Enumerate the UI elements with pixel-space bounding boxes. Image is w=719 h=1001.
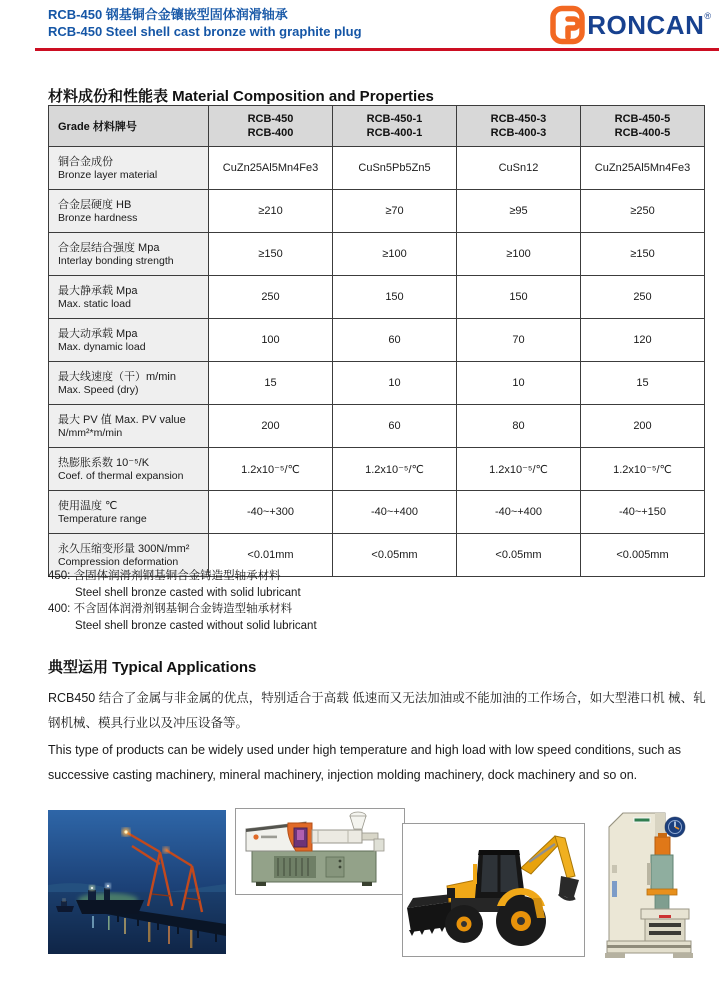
footnote-400-zh: 400: 不含固体润滑剂钢基铜合金铸造型轴承材料: [48, 603, 293, 615]
row-label-en: Max. static load: [58, 297, 131, 310]
cell-value: 120: [581, 319, 705, 362]
row-label-zh: 合金层硬度 HB: [58, 198, 132, 211]
grade-name: RCB-400-5: [614, 127, 671, 139]
applications-section-title: 典型运用 Typical Applications: [48, 659, 257, 676]
row-label-zh: 热膨胀系数 10⁻⁵/K: [58, 456, 150, 469]
footnote-code: 400:: [48, 603, 71, 615]
grade-name: RCB-450-3: [490, 113, 547, 125]
row-label-en: Max. Speed (dry): [58, 383, 139, 396]
table-row: [49, 405, 705, 448]
row-label-en: Max. dynamic load: [58, 340, 146, 353]
cell-value: CuSn12: [457, 147, 581, 190]
grade-header-cell: Grade 材料牌号: [49, 106, 209, 147]
cell-value: ≥210: [209, 190, 333, 233]
cell-value: ≥70: [333, 190, 457, 233]
row-label-en: Temperature range: [58, 512, 147, 525]
cell-value: 1.2x10⁻⁵/℃: [457, 448, 581, 491]
column-header: [457, 106, 581, 147]
table-footnotes: [48, 568, 317, 634]
cell-value: 150: [457, 276, 581, 319]
punch-press-machine-photo: [597, 805, 697, 965]
injection-molding-machine-photo: [235, 808, 405, 895]
page-header: [48, 6, 362, 40]
row-label-en: Bronze layer material: [58, 168, 158, 181]
cell-value: 1.2x10⁻⁵/℃: [333, 448, 457, 491]
footnote-450-en: Steel shell bronze casted with solid lubricant: [75, 586, 301, 599]
table-row: [49, 147, 705, 190]
table-header-row: [49, 106, 705, 147]
table-row: [49, 362, 705, 405]
cell-value: 10: [457, 362, 581, 405]
cell-value: <0.05mm: [457, 534, 581, 577]
row-label-zh: 永久压缩变形量 300N/mm²: [58, 542, 190, 555]
dock-machinery-night-photo: [48, 810, 226, 954]
column-header: [209, 106, 333, 147]
cell-value: ≥95: [457, 190, 581, 233]
column-header: [581, 106, 705, 147]
cell-value: 15: [209, 362, 333, 405]
cell-value: <0.01mm: [209, 534, 333, 577]
registered-mark: ®: [704, 11, 711, 21]
table-row: [49, 491, 705, 534]
cell-value: 250: [581, 276, 705, 319]
row-label-en: Bronze hardness: [58, 211, 138, 224]
cell-value: 250: [209, 276, 333, 319]
cell-value: CuZn25Al5Mn4Fe3: [581, 147, 705, 190]
row-label-zh: 合金层结合强度 Mpa: [58, 241, 160, 254]
cell-value: CuZn25Al5Mn4Fe3: [209, 147, 333, 190]
grade-name: RCB-450: [247, 113, 294, 125]
grade-name: RCB-400: [247, 127, 294, 139]
cell-value: ≥250: [581, 190, 705, 233]
row-label-zh: 使用温度 ℃: [58, 499, 118, 512]
row-label-en: Coef. of thermal expansion: [58, 469, 184, 482]
backhoe-loader-photo: [402, 823, 585, 957]
applications-paragraph-en: This type of products can be widely used under high temperature and high load with low speed conditions, such as successive casting machinery, mineral machinery, injection molding machinery, dock machinery and so on.: [48, 743, 682, 782]
header-divider-rule: [35, 48, 719, 51]
cell-value: -40~+400: [457, 491, 581, 534]
row-label-en: Compression deformation: [58, 555, 179, 568]
table-row: [49, 190, 705, 233]
composition-table: [48, 105, 705, 577]
grade-name: RCB-450-1: [366, 113, 423, 125]
product-title-zh: RCB-450 钢基铜合金镶嵌型固体润滑轴承: [48, 7, 288, 22]
cell-value: 60: [333, 319, 457, 362]
cell-value: ≥150: [209, 233, 333, 276]
cell-value: -40~+300: [209, 491, 333, 534]
row-label-zh: 最大线速度（干）m/min: [58, 370, 176, 383]
cell-value: CuSn5Pb5Zn5: [333, 147, 457, 190]
footnote-code: 450:: [48, 570, 71, 582]
cell-value: <0.005mm: [581, 534, 705, 577]
cell-value: 150: [333, 276, 457, 319]
column-header: [333, 106, 457, 147]
cell-value: -40~+150: [581, 491, 705, 534]
row-label-en: Interlay bonding strength: [58, 254, 174, 267]
roncan-logo: [549, 5, 711, 45]
grade-name: RCB-450-5: [614, 113, 671, 125]
row-label-zh: 最大静承载 Mpa: [58, 284, 138, 297]
cell-value: 70: [457, 319, 581, 362]
table-row: [49, 319, 705, 362]
cell-value: 1.2x10⁻⁵/℃: [209, 448, 333, 491]
roncan-logo-text: RONCAN: [587, 10, 705, 40]
footnote-400-en: Steel shell bronze casted without solid lubricant: [75, 619, 317, 632]
cell-value: 10: [333, 362, 457, 405]
cell-value: 80: [457, 405, 581, 448]
applications-paragraph-zh: RCB450 结合了金属与非金属的优点，特别适合于高载 低速而又无法加油或不能加油的工作场合，如大型港口机 械、轧钢机械、模具行业以及冲压设备等。: [48, 691, 706, 730]
cell-value: 60: [333, 405, 457, 448]
cell-value: 1.2x10⁻⁵/℃: [581, 448, 705, 491]
cell-value: 200: [581, 405, 705, 448]
product-title-en: RCB-450 Steel shell cast bronze with graphite plug: [48, 24, 362, 39]
cell-value: 200: [209, 405, 333, 448]
cell-value: ≥150: [581, 233, 705, 276]
grade-name: RCB-400-1: [366, 127, 423, 139]
footnote-450-zh: 450: 含固体润滑剂钢基铜合金铸造型轴承材料: [48, 570, 281, 582]
cell-value: <0.05mm: [333, 534, 457, 577]
cell-value: ≥100: [333, 233, 457, 276]
row-label-zh: 铜合金成份: [58, 155, 113, 168]
table-row: [49, 233, 705, 276]
row-label-zh: 最大 PV 值 Max. PV value: [58, 413, 186, 426]
composition-section-title: 材料成份和性能表 Material Composition and Properties: [48, 88, 434, 105]
row-label-zh: 最大动承载 Mpa: [58, 327, 138, 340]
cell-value: 100: [209, 319, 333, 362]
table-row: [49, 448, 705, 491]
grade-name: RCB-400-3: [490, 127, 547, 139]
table-row: [49, 276, 705, 319]
cell-value: ≥100: [457, 233, 581, 276]
row-label-en: N/mm²*m/min: [58, 426, 123, 439]
cell-value: 15: [581, 362, 705, 405]
cell-value: -40~+400: [333, 491, 457, 534]
roncan-logo-icon: [549, 5, 587, 45]
